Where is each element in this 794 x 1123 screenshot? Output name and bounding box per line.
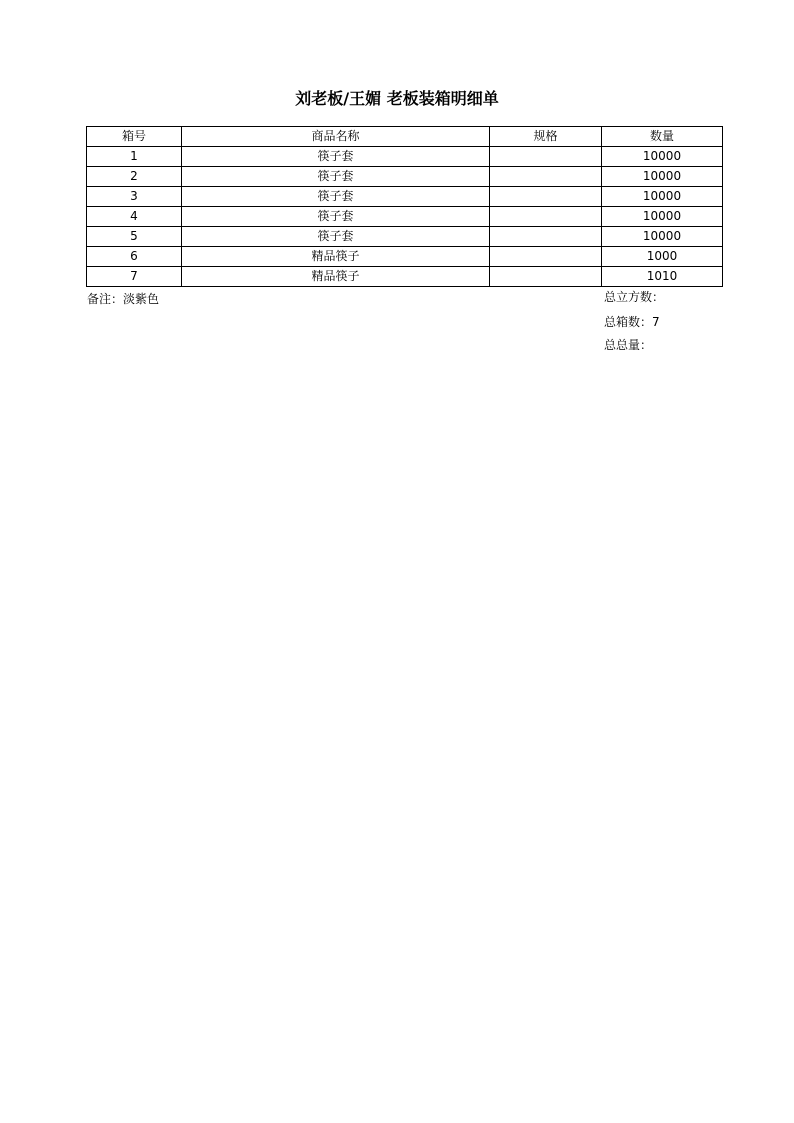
cell-box-no: 7 <box>87 267 182 287</box>
cell-spec <box>490 247 602 267</box>
cell-box-no: 6 <box>87 247 182 267</box>
cell-quantity: 10000 <box>602 187 723 207</box>
cell-product-name: 精品筷子 <box>182 247 490 267</box>
table-header <box>87 127 723 147</box>
cell-box-no: 4 <box>87 207 182 227</box>
total-boxes-label: 总箱数：7 <box>604 315 660 329</box>
table-row <box>87 267 723 287</box>
cell-spec <box>490 267 602 287</box>
cell-spec <box>490 207 602 227</box>
cell-quantity: 10000 <box>602 207 723 227</box>
header-box-no: 箱号 <box>87 127 182 147</box>
cell-spec <box>490 227 602 247</box>
cell-spec <box>490 187 602 207</box>
table-body <box>87 147 723 287</box>
cell-product-name: 筷子套 <box>182 167 490 187</box>
cell-box-no: 5 <box>87 227 182 247</box>
cell-box-no: 1 <box>87 147 182 167</box>
header-quantity: 数量 <box>602 127 723 147</box>
cell-quantity: 1000 <box>602 247 723 267</box>
header-spec: 规格 <box>490 127 602 147</box>
table-row <box>87 227 723 247</box>
cell-spec <box>490 167 602 187</box>
document-title: 刘老板/王媚 老板装箱明细单 <box>295 89 499 108</box>
cell-quantity: 1010 <box>602 267 723 287</box>
cell-product-name: 筷子套 <box>182 227 490 247</box>
total-volume-label: 总立方数： <box>604 290 665 304</box>
cell-quantity: 10000 <box>602 147 723 167</box>
table-row <box>87 167 723 187</box>
cell-product-name: 筷子套 <box>182 187 490 207</box>
cell-product-name: 筷子套 <box>182 207 490 227</box>
table-row <box>87 207 723 227</box>
cell-product-name: 精品筷子 <box>182 267 490 287</box>
table-row <box>87 247 723 267</box>
cell-product-name: 筷子套 <box>182 147 490 167</box>
packing-list-table <box>86 126 723 287</box>
cell-box-no: 3 <box>87 187 182 207</box>
remarks-note: 备注：淡紫色 <box>87 292 160 306</box>
header-row <box>87 127 723 147</box>
header-product-name: 商品名称 <box>182 127 490 147</box>
total-weight-label: 总总量： <box>604 338 653 352</box>
cell-spec <box>490 147 602 167</box>
table-row <box>87 187 723 207</box>
table-row <box>87 147 723 167</box>
cell-quantity: 10000 <box>602 227 723 247</box>
cell-quantity: 10000 <box>602 167 723 187</box>
cell-box-no: 2 <box>87 167 182 187</box>
